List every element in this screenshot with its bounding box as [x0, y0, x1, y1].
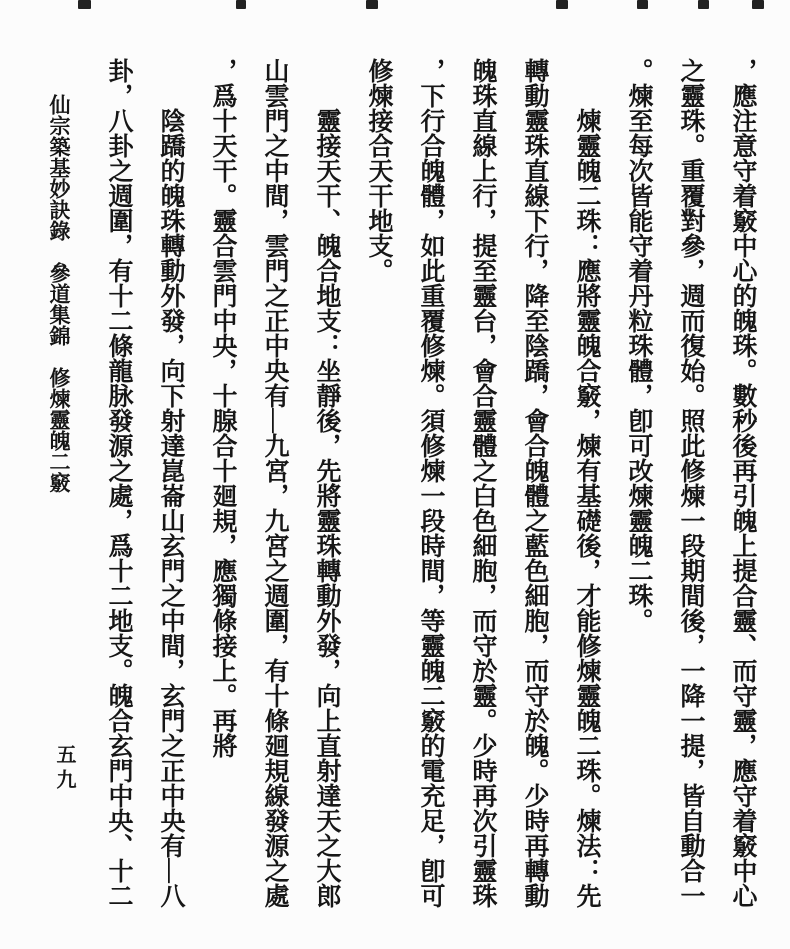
scan-artifact [698, 0, 709, 9]
page-number: 五九 [53, 744, 75, 794]
paragraph-lian-lingpo-erzhu: 煉靈魄二珠：應將靈魄合竅，煉有基礎後，才能修煉靈魄二珠。煉法：先轉動靈珠直線下行，降至陰蹻，會合魄體之藍色細胞，而守於魄。少時再轉動魄珠直線上行，提至靈台，會合靈體之白色細胞，而守於靈。少時再次引靈珠，下行合魄體，如此重覆修煉。須修煉一段時間，等靈魄二竅的電充足，卽可修煉接合天干地支。 [365, 58, 600, 908]
scan-artifact [366, 0, 378, 9]
scan-artifact [78, 0, 91, 9]
paragraph-yinqiao-pozhu: 陰蹻的魄珠轉動外發，向下射達崑崙山玄門之中間，玄門之正中央有—八卦，八卦之週圍，有十二條龍脉發源之處，爲十二地支。魄合玄門中央、十二 [105, 58, 184, 908]
paragraph-continuation: ，應注意守着竅中心的魄珠。數秒後再引魄上提合靈、而守靈，應守着竅中心之靈珠。重覆對參，週而復始。照此修煉一段期間後，一降一提，皆自動合一。煉至每次皆能守着丹粒珠體，卽可改煉靈魄二珠。 [625, 58, 756, 908]
scan-artifact [236, 0, 246, 9]
scan-artifact [752, 0, 764, 9]
paragraph-ling-jie-tiangan: 靈接天干、魄合地支：坐靜後，先將靈珠轉動外發，向上直射達天之大郎山雲門之中間，雲門之正中央有—九宮，九宮之週圍，有十條廻規線發源之處，爲十天干。靈合雲門中央，十腺合十廻規，應獨條接上。再將 [209, 58, 340, 908]
scan-artifact [637, 0, 648, 9]
main-text-block [84, 58, 768, 910]
running-title: 仙宗築基妙訣錄 參道集錦 修煉靈魄二竅 [47, 94, 71, 493]
scan-artifact [556, 0, 568, 9]
